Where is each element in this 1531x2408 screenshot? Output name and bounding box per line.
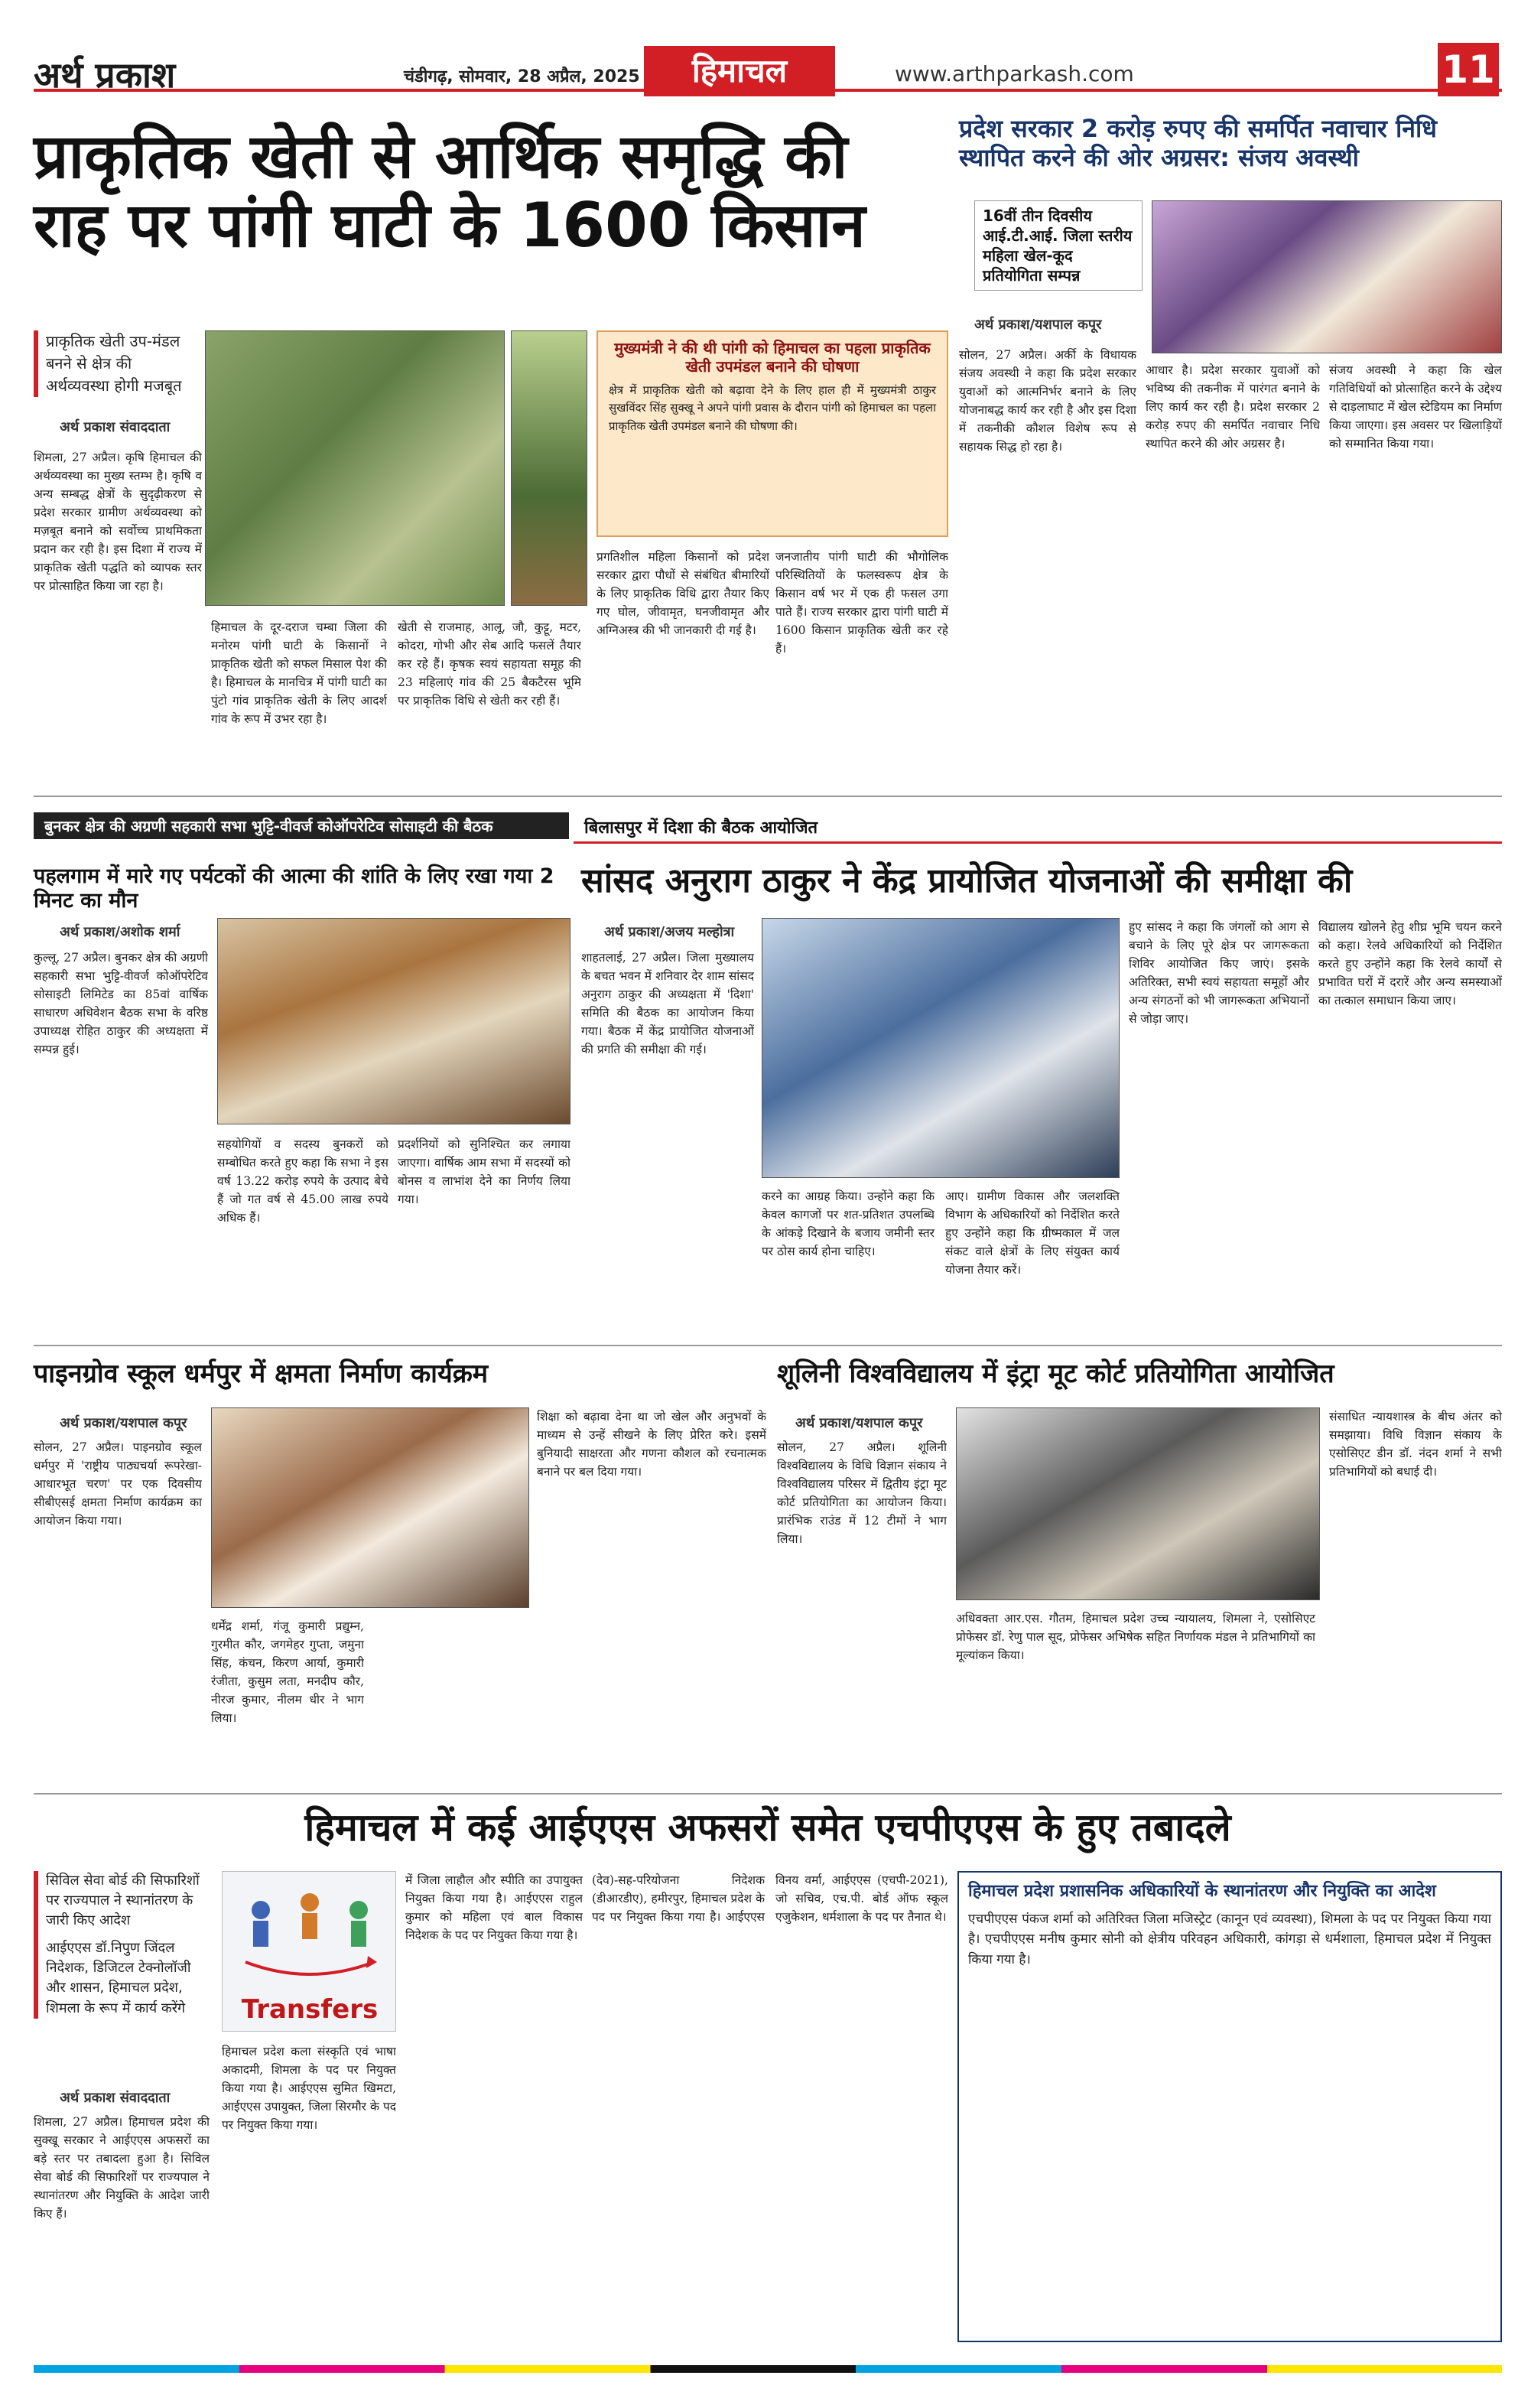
pinegrove-headline: पाइनग्रोव स्कूल धर्मपुर में क्षमता निर्माण कार्यक्रम <box>34 1359 489 1389</box>
disha-text-2: हुए सांसद ने कहा कि जंगलों को आग से बचाने के लिए पूरे क्षेत्र पर जागरूकता शिविर आयोजित किए जाएं। इसके अतिरिक्त, सभी स्वयं सहायता समूहों और अन्य संगठनों को भी जागरूकता अभियानों से जोड़ा जाए। <box>1129 920 1309 1027</box>
kicker-right: बिलासपुर में दिशा की बैठक आयोजित <box>574 812 1502 844</box>
transfers-text-3: हिमाचल प्रदेश कला संस्कृति एवं भाषा अकादमी, शिमला के पद पर नियुक्त किया गया है। आईएएस सुमित खिमटा, आईएएस उपायुक्त, जिला सिरमौर के पद पर नियुक्त किया गया। <box>222 2045 396 2133</box>
avasthi-caption: 16वीं तीन दिवसीय आई.टी.आई. जिला स्तरीय महिला खेल-कूद प्रतियोगिता सम्पन्न <box>974 200 1143 291</box>
disha-headline: सांसद अनुराग ठाकुर ने केंद्र प्रायोजित योजनाओं की समीक्षा की <box>581 861 1353 900</box>
transfers-side-note-2: आईएएस डॉ.निपुण जिंदल निदेशक, डिजिटल टेक्नोलॉजी और शासन, हिमाचल प्रदेश, शिमला के रूप में कार्य करेंगे <box>46 1940 191 2016</box>
avasthi-headline: प्रदेश सरकार 2 करोड़ रुपए की समर्पित नवाचार निधि स्थापित करने की ओर अग्रसर: संजय अवस्थी <box>959 114 1437 172</box>
lead-headline: प्राकृतिक खेती से आर्थिक समृद्धि की राह पर पांगी घाटी के 1600 किसान <box>34 121 866 261</box>
dateline: चंडीगढ़, सोमवार, 28 अप्रैल, 2025 <box>404 67 640 86</box>
lead-photo-farmers <box>511 330 587 606</box>
transfers-image-label: Transfers <box>241 1994 379 2025</box>
pinegrove-text-1: सोलन, 27 अप्रैल। पाइनग्रोव स्कूल धर्मपुर में 'राष्ट्रीय पाठ्यचर्या रूपरेखा-आधारभूत चरण' पर एक दिवसीय सीबीएसई क्षमता निर्माण कार्यक्रम का आयोजन किया गया। <box>34 1440 202 1528</box>
avasthi-byline: अर्थ प्रकाश/यशपाल कपूर <box>974 317 1102 333</box>
page-number: 11 <box>1438 43 1499 96</box>
kullu-photo <box>217 918 570 1124</box>
disha-text-5: आए। ग्रामीण विकास और जलशक्ति विभाग के अधिकारियों को निर्देशित करते हुए उन्होंने कहा कि ग्रीष्मकाल में जल संकट वाले क्षेत्रों के लिए संयुक्त कार्य योजना तैयार करें। <box>945 1189 1120 1277</box>
pinegrove-photo <box>211 1407 529 1608</box>
lead-side-note: प्राकृतिक खेती उप-मंडल बनने से क्षेत्र की अर्थव्यवस्था होगी मजबूत <box>34 330 187 397</box>
disha-text-3: विद्यालय खोलने हेतु शीघ्र भूमि चयन करने को कहा। रेलवे अधिकारियों को निर्देशित करते हुए उन्होंने कहा कि रेलवे कार्यों से प्रभावित घरों में दरारें और अन्य समस्याओं का तत्काल समाधान किया जाए। <box>1318 920 1502 1008</box>
kullu-text-2: सहयोगियों व सदस्य बुनकरों को सम्बोधित करते हुए कहा कि सभा ने इस वर्ष 13.22 करोड़ रुपये के उत्पाद बेचे हैं जो गत वर्ष से 45.00 लाख रुपये अधिक हैं। <box>217 1137 388 1225</box>
disha-text-4: करने का आग्रह किया। उन्होंने कहा कि केवल कागजों पर शत-प्रतिशत उपलब्धि के आंकड़े दिखाने के बजाय जमीनी स्तर पर ठोस कार्य होना चाहिए। <box>762 1189 935 1259</box>
people-arrows-icon <box>223 1872 397 1994</box>
transfers-text-5: (देव)-सह-परियोजना निदेशक (डीआरडीए), हमीरपुर, हिमाचल प्रदेश के पद पर नियुक्त किया गया है। आईएएस विनय वर्मा, आईएएस (एचपी-2021), जो सचिव, एच.पी. बोर्ड ऑफ स्कूल एजुकेशन, धर्मशाला के पद पर तैनात थे। <box>592 1873 948 1925</box>
transfers-side-note <box>34 1871 210 2019</box>
pinegrove-byline: अर्थ प्रकाश/यशपाल कपूर <box>60 1415 187 1431</box>
shoolini-photo <box>956 1407 1320 1600</box>
section-tag: हिमाचल <box>644 46 835 96</box>
divider <box>34 796 1502 797</box>
disha-text-1: शाहतलाई, 27 अप्रैल। जिला मुख्यालय के बचत भवन में शनिवार देर शाम सांसद अनुराग ठाकुर की अध्यक्षता में 'दिशा' समिति की बैठक का आयोजन किया गया। बैठक में केंद्र प्रायोजित योजनाओं की प्रगति की समीक्षा की गई। <box>581 951 754 1057</box>
kicker-left: बुनकर क्षेत्र की अग्रणी सहकारी सभा भुट्टि-वीवर्ज कोऑपरेटिव सोसाइटी की बैठक <box>34 812 569 839</box>
newspaper-brand: अर्थ प्रकाश <box>34 54 176 96</box>
disha-byline: अर्थ प्रकाश/अजय मल्होत्रा <box>604 924 735 940</box>
transfers-box-title: हिमाचल प्रदेश प्रशासनिक अधिकारियों के स्थानांतरण और नियुक्ति का आदेश <box>968 1882 1436 1901</box>
transfers-text-1: शिमला, 27 अप्रैल। हिमाचल प्रदेश की सुक्खू सरकार ने आईएएस अफसरों का बड़े स्तर पर तबादला हुआ है। सिविल सेवा बोर्ड की सिफारिशों पर राज्यपाल ने स्थानांतरण और नियुक्ति के आदेश जारी किए हैं। <box>34 2115 210 2221</box>
lead-text-5: जनजातीय पांगी घाटी की भौगोलिक परिस्थितियों के फलस्वरूप क्षेत्र के किसान वर्ष भर में एक ही फसल उगा पाते हैं। राज्य सरकार द्वारा पांगी घाटी में 1600 किसान प्राकृतिक खेती कर रहे हैं। <box>775 550 948 656</box>
kullu-byline: अर्थ प्रकाश/अशोक शर्मा <box>60 924 180 940</box>
pinegrove-text-3: शिक्षा को बढ़ावा देना था जो खेल और अनुभवों के माध्यम से उन्हें सीखने के लिए प्रेरित करे। इसमें बुनियादी साक्षरता और गणना कौशल को रचनात्मक बनाने पर बल दिया गया। <box>537 1410 766 1479</box>
lead-text-2: हिमाचल के दूर-दराज चम्बा जिला की मनोरम पांगी घाटी के किसानों ने प्राकृतिक खेती को सफल मिसाल पेश की है। हिमाचल के मानचित्र में पांगी घाटी का पुंटो गांव प्राकृतिक खेती के लिए आदर्श गांव के रूप में उभर रहा है। <box>211 620 387 727</box>
avasthi-photo <box>1152 200 1502 353</box>
lead-byline: अर्थ प्रकाश संवाददाता <box>60 419 171 435</box>
lead-text-3: खेती से राजमाह, आलू, जौ, कुट्टू, मटर, कोदरा, गोभी और सेब आदि फसलें तैयार कर रहे हैं। कृषक स्वयं सहायता समूह की 23 महिलाएं गांव की 25 बैकटैरस भूमि पर प्राकृतिक विधि से खेती कर रही हैं। <box>398 620 581 708</box>
lead-photo-farm <box>205 330 505 606</box>
transfers-box <box>957 1871 1502 2342</box>
kullu-text-3: प्रदर्शनियों को सुनिश्चित कर लगाया जाएगा। वार्षिक आम सभा में सदस्यों को बोनस व लाभांश देने का निर्णय लिया गया। <box>398 1137 570 1207</box>
transfers-headline: हिमाचल में कई आईएएस अफसरों समेत एचपीएएस के हुए तबादले <box>304 1805 1231 1850</box>
pinegrove-text-2: धर्मेंद्र शर्मा, गंजू कुमारी प्रद्युम्न, गुरमीत कौर, जगमेहर गुप्ता, जमुना सिंह, कंचन, किरण आर्या, कुमारी रंजीता, कुसुम लता, मनदीप कौर, नीरज कुमार, नीलम धीर ने भाग लिया। <box>211 1619 364 1726</box>
lead-box-title: मुख्यमंत्री ने की थी पांगी को हिमाचल का पहला प्राकृतिक खेती उपमंडल बनाने की घोषणा <box>614 339 931 376</box>
transfers-box-text: एचपीएएस पंकज शर्मा को अतिरिक्त जिला मजिस्ट्रेट (कानून एवं व्यवस्था), शिमला के पद पर नियुक्त किया गया है। एचपीएएस मनीष कुमार सोनी को क्षेत्रीय परिवहन अधिकारी, कांगड़ा से धर्मशाला, हिमाचल प्रदेश में नियुक्त किया गया है। <box>968 1911 1491 1967</box>
print-registration-bar <box>34 2365 1502 2373</box>
transfers-side-note-1: सिविल सेवा बोर्ड की सिफारिशों पर राज्यपाल ने स्थानांतरण के जारी किए आदेश <box>46 1873 200 1929</box>
shoolini-headline: शूलिनी विश्वविद्यालय में इंट्रा मूट कोर्ट प्रतियोगिता आयोजित <box>777 1359 1334 1389</box>
avasthi-text-2: आधार है। प्रदेश सरकार युवाओं को भविष्य की तकनीक में पारंगत बनाने के लिए कार्य कर रही है। प्रदेश सरकार 2 करोड़ रुपए की समर्पित नवाचार निधि स्थापित करने की ओर अग्रसर है। <box>1146 363 1320 451</box>
website-link[interactable]: www.arthparkash.com <box>895 61 1134 86</box>
transfers-text-4: में जिला लाहौल और स्पीति का उपायुक्त नियुक्त किया गया है। आईएएस राहुल कुमार को महिला एवं बाल विकास निदेशक के पद पर नियुक्त किया गया है। <box>405 1873 583 1943</box>
lead-text-4: प्रगतिशील महिला किसानों को प्रदेश सरकार द्वारा पौधों से संबंधित बीमारियों के लिए प्राकृतिक विधि द्वारा तैयार किए गए घोल, जीवामृत, घनजीवामृत और अग्निअस्त्र की भी जानकारी दी गई है। <box>596 550 769 638</box>
kullu-headline: पहलगाम में मारे गए पर्यटकों की आत्मा की शांति के लिए रखा गया 2 मिनट का मौन <box>34 864 554 913</box>
shoolini-text-2: अधिवक्ता आर.एस. गौतम, हिमाचल प्रदेश उच्च न्यायालय, शिमला ने, एसोसिएट प्रोफेसर डॉ. रेणु पाल सूद, प्रोफेसर अभिषेक सहित निर्णायक मंडल ने प्रतिभागियों का मूल्यांकन किया। <box>956 1612 1315 1663</box>
disha-photo <box>762 918 1120 1178</box>
lead-highlight-box <box>596 330 948 537</box>
avasthi-text-1: सोलन, 27 अप्रैल। अर्की के विधायक संजय अवस्थी ने कहा कि प्रदेश सरकार युवाओं को आत्मनिर्भर बनाने के लिए योजनाबद्ध कार्य कर रही है और इस दिशा में तकनीकी कौशल विशेष रूप से सहायक सिद्ध हो रहा है। <box>959 348 1136 454</box>
lead-text-1: शिमला, 27 अप्रैल। कृषि हिमाचल की अर्थव्यवस्था का मुख्य स्तम्भ है। कृषि व अन्य सम्बद्ध क्षेत्रों के सुदृढ़ीकरण से प्रदेश सरकार ग्रामीण अर्थव्यवस्था को मज़बूत बनाने को सर्वोच्च प्राथमिकता प्रदान कर रही है। इस दिशा में राज्य में प्राकृतिक खेती पद्धति को व्यापक स्तर पर प्रोत्साहित किया जा रहा है। <box>34 451 202 594</box>
divider <box>34 1345 1502 1346</box>
shoolini-text-3: संसाधित न्यायशास्त्र के बीच अंतर को समझाया। विधि विज्ञान संकाय के एसोसिएट डीन डॉ. नंदन शर्मा ने सभी प्रतिभागियों को बधाई दी। <box>1329 1410 1502 1479</box>
shoolini-byline: अर्थ प्रकाश/यशपाल कपूर <box>795 1415 923 1431</box>
divider <box>34 1793 1502 1795</box>
avasthi-text-3: संजय अवस्थी ने कहा कि खेल गतिविधियों को प्रोत्साहित करने के उद्देश्य से दाड़लाघाट में खेल स्टेडियम का निर्माण किया जाएगा। इस अवसर पर खिलाड़ियों को सम्मानित किया गया। <box>1329 363 1502 451</box>
shoolini-text-1: सोलन, 27 अप्रैल। शूलिनी विश्वविद्यालय के विधि विज्ञान संकाय ने विश्वविद्यालय परिसर में द्वितीय इंट्रा मूट कोर्ट प्रतियोगिता का आयोजन किया। प्रारंभिक राउंड में 12 टीमों ने भाग लिया। <box>777 1440 947 1547</box>
kullu-text-1: कुल्लू, 27 अप्रैल। बुनकर क्षेत्र की अग्रणी सहकारी सभा भुट्टि-वीवर्ज कोऑपरेटिव सोसाइटी लिमिटेड का 85वां वार्षिक साधारण अधिवेशन बैठक सभा के वरिष्ठ उपाध्यक्ष रोहित ठाकुर की अध्यक्षता में सम्पन्न हुई। <box>34 951 208 1057</box>
lead-box-text: क्षेत्र में प्राकृतिक खेती को बढ़ावा देने के लिए हाल ही में मुख्यमंत्री ठाकुर सुखविंदर सिंह सुक्खू ने अपने पांगी प्रवास के दौरान पांगी को हिमाचल का पहला प्राकृतिक खेती उपमंडल बनाने की घोषणा की। <box>609 383 936 433</box>
transfers-graphic <box>222 1871 396 2032</box>
transfers-byline: अर्थ प्रकाश संवाददाता <box>60 2090 171 2106</box>
